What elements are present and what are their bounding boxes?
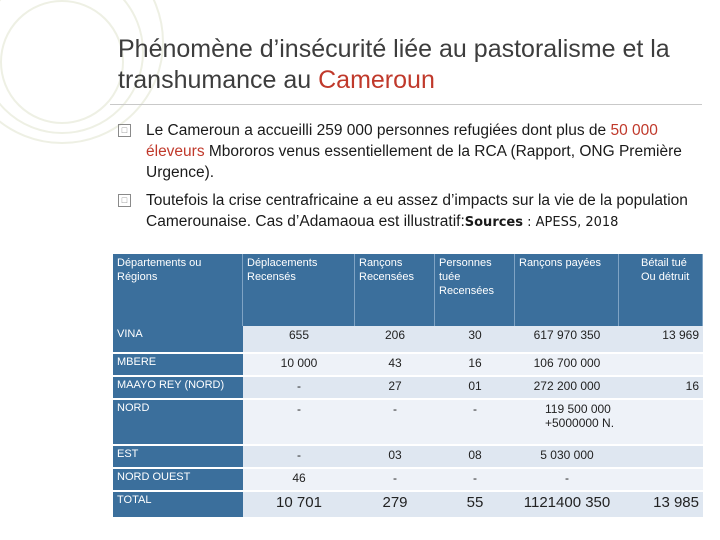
table-cell: 206 <box>355 326 435 354</box>
table-cell: 106 700 000 <box>515 354 619 377</box>
insecurity-table <box>113 254 703 519</box>
table-cell: 272 200 000 <box>515 377 619 400</box>
table-cell <box>619 446 703 469</box>
sources-label: Sources <box>464 215 523 230</box>
bullet-box-icon: □ <box>118 124 131 137</box>
row-label: MBERE <box>113 354 243 377</box>
table-cell: 279 <box>355 492 435 519</box>
table-cell: 1121400 350 <box>515 492 619 519</box>
table-cell: 46 <box>243 469 355 492</box>
column-header: Rançons payées <box>515 254 619 326</box>
bullet-crisis <box>121 190 706 233</box>
table-row <box>113 377 703 400</box>
row-label: NORD OUEST <box>113 469 243 492</box>
title-highlight: Cameroun <box>318 66 435 94</box>
row-label: NORD <box>113 400 243 446</box>
column-header: Rançons Recensées <box>355 254 435 326</box>
row-label: VINA <box>113 326 243 354</box>
table-cell: - <box>435 400 515 446</box>
table-cell: 08 <box>435 446 515 469</box>
table-cell: 30 <box>435 326 515 354</box>
decorative-ring <box>0 0 124 124</box>
table-cell: 13 969 <box>619 326 703 354</box>
table-cell <box>619 354 703 377</box>
row-label: EST <box>113 446 243 469</box>
table-cell: - <box>243 400 355 446</box>
table-cell: 16 <box>619 377 703 400</box>
table-cell: 5 030 000 <box>515 446 619 469</box>
slide-title <box>118 34 698 96</box>
table-cell: 10 701 <box>243 492 355 519</box>
table-cell: 655 <box>243 326 355 354</box>
table-cell: 27 <box>355 377 435 400</box>
table-cell: 16 <box>435 354 515 377</box>
bullet-refugees <box>121 120 706 183</box>
title-divider <box>110 104 702 105</box>
table-cell: - <box>355 400 435 446</box>
table-cell: - <box>515 469 619 492</box>
table-cell <box>619 400 703 446</box>
sources-text: : APESS, 2018 <box>523 215 619 230</box>
column-header: Déplacements Recensés <box>243 254 355 326</box>
table-header-row <box>113 254 703 326</box>
bullet-highlight: 50 000 éleveurs <box>146 122 658 160</box>
table-cell <box>619 469 703 492</box>
table-row <box>113 469 703 492</box>
table-row <box>113 400 703 446</box>
column-header: Bétail tué Ou détruit <box>619 254 703 326</box>
table-cell: 03 <box>355 446 435 469</box>
column-header: Personnes tuée Recensées <box>435 254 515 326</box>
bullet-text: Le Cameroun a accueilli 259 000 personnes refugiées dont plus de <box>146 122 611 139</box>
table-cell: - <box>243 446 355 469</box>
column-header: Départements ou Régions <box>113 254 243 326</box>
table-cell: 01 <box>435 377 515 400</box>
bullet-text: Mbororos venus essentiellement de la RCA (Rapport, ONG Première Urgence). <box>146 143 682 181</box>
title-text: Phénomène d’insécurité liée au pastoralisme et la transhumance au <box>118 35 670 94</box>
table-row-total <box>113 492 703 519</box>
table-cell: - <box>243 377 355 400</box>
bullet-text: Toutefois la crise centrafricaine a eu assez d’impacts sur la vie de la population Camerounaise. Cas d’Adamaoua est illustratif: <box>146 192 688 230</box>
table-cell: 119 500 000 +5000000 N. <box>515 400 619 446</box>
table-cell: 13 985 <box>619 492 703 519</box>
row-label: MAAYO REY (NORD) <box>113 377 243 400</box>
table-cell: - <box>435 469 515 492</box>
table-cell: 43 <box>355 354 435 377</box>
table-row <box>113 354 703 377</box>
table-cell: 55 <box>435 492 515 519</box>
table-cell: - <box>355 469 435 492</box>
table-cell: 10 000 <box>243 354 355 377</box>
table-cell: 617 970 350 <box>515 326 619 354</box>
row-label: TOTAL <box>113 492 243 519</box>
table-row <box>113 326 703 354</box>
table-row <box>113 446 703 469</box>
bullet-box-icon: □ <box>118 194 131 207</box>
